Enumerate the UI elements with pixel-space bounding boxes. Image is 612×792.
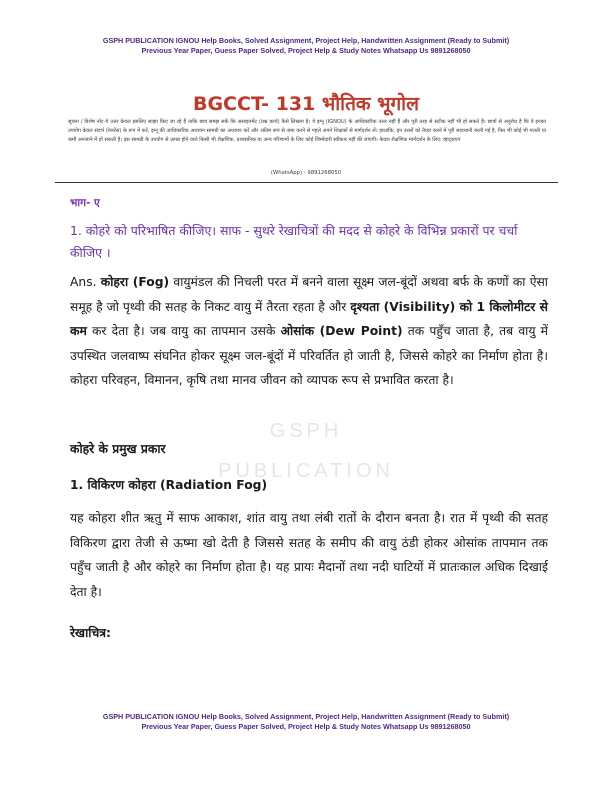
watermark-publication: PUBLICATION bbox=[218, 460, 394, 482]
header-line-2: Previous Year Paper, Guess Paper Solved, Project Help & Study Notes Whatsapp Us 9891268050 bbox=[141, 46, 471, 55]
disclaimer-whatsapp: (WhatsApp) - 9891268050 bbox=[270, 170, 342, 176]
answer-text-2: कर देता है। जब वायु का तापमान उसके bbox=[86, 324, 281, 338]
answer-paragraph bbox=[70, 270, 548, 393]
type1-paragraph: यह कोहरा शीत ऋतु में साफ आकाश, शांत वायु तथा लंबी रातों के दौरान बनता है। रात में पृथ्वी की सतह विकिरण द्वारा तेजी से ऊष्मा खो देती है जिससे सतह के समीप की वायु ठंडी होकर ओसांक तापमान तक पहुँच जाती है और कोहरे का निर्माण होता है। यह प्रायः मैदानों तथा नदी घाटियों में प्रातःकाल अधिक दिखाई देता है। bbox=[70, 511, 548, 599]
footer-line-1: GSPH PUBLICATION IGNOU Help Books, Solved Assignment, Project Help, Handwritten Assignment (Ready to Submit) bbox=[102, 712, 510, 721]
sketch-label: रेखाचित्र: bbox=[70, 626, 111, 640]
watermark-gsph: GSPH bbox=[269, 420, 343, 442]
type1-heading: 1. विकिरण कोहरा (Radiation Fog) bbox=[70, 478, 268, 492]
header-line-1: GSPH PUBLICATION IGNOU Help Books, Solved Assignment, Project Help, Handwritten Assignment (Ready to Submit) bbox=[102, 36, 510, 45]
header-divider bbox=[55, 182, 558, 183]
types-heading: कोहरे के प्रमुख प्रकार bbox=[70, 442, 166, 456]
page-title: BGCCT- 131 भौतिक भूगोल bbox=[192, 93, 419, 115]
answer-prefix: Ans. bbox=[70, 275, 97, 289]
answer-bold-visibility: दृश्यता (Visibility) को 1 किलोमीटर से कम bbox=[70, 299, 548, 338]
answer-term: कोहरा (Fog) bbox=[100, 275, 170, 289]
footer-line-2: Previous Year Paper, Guess Paper Solved, Project Help & Study Notes Whatsapp Us 9891268050 bbox=[141, 722, 471, 731]
answer-text-3: तक पहुँच जाता है, तब वायु में उपस्थित जलवाष्प संघनित होकर सूक्ष्म जल-बूंदों में परिवर्तित हो जाती है, जिससे कोहरे का निर्माण होता है। कोहरा परिवहन, विमानन, कृषि तथा मानव जीवन को व्यापक रूप से प्रभावित करता है। bbox=[70, 324, 548, 387]
disclaimer-text: सूचना / विशेष नोट-ये उत्तर केवल इसलिए साझा किए जा रहे हैं ताकि छात्र समझ सकें कि असाइनमेंट (प्रश्न कार्य) कैसे लिखना है। ये इग्नू (IGNOU) के आधिकारिक उत्तर नहीं हैं और पूरी तरह से सटीक नहीं भी हो सकते हैं। छात्रों से अनुरोध है कि वे इनका उपयोग केवल संदर्भ (रेफरेंस) के रूप में करें, इग्नू की आधिकारिक अध्ययन सामग्री का अध्ययन करें और अंतिम रूप से जमा करने से पहले अपने शिक्षकों से मार्गदर्शन लें। हालांकि, इन उत्तरों को तैयार करने में पूरी सावधानी बरती गई है, फिर भी कोई भी गलती या कमी अनजाने में हो सकती है। इस सामग्री के उपयोग से उत्पन्न होने वाले किसी भी शैक्षणिक, प्रशासनिक या अन्य परिणामों के लिए कोई जिम्मेदारी स्वीकार नहीं की जाएगी। केवल शैक्षणिक मार्गदर्शन के लिए: व्हाट्सएप bbox=[68, 119, 546, 143]
part-label: भाग- ए bbox=[70, 197, 100, 209]
question-text: 1. कोहरे को परिभाषित कीजिए। साफ - सुथरे रेखाचित्रों की मदद से कोहरे के विभिन्न प्रकारों पर चर्चा कीजिए । bbox=[70, 223, 518, 260]
answer-text-1: वायुमंडल की निचली परत में बनने वाला सूक्ष्म जल-बूंदों अथवा बर्फ के कणों का ऐसा समूह है जो पृथ्वी की सतह के निकट वायु में तैरता रहता है और bbox=[70, 275, 548, 314]
answer-bold-dewpoint: ओसांक (Dew Point) bbox=[280, 324, 403, 338]
